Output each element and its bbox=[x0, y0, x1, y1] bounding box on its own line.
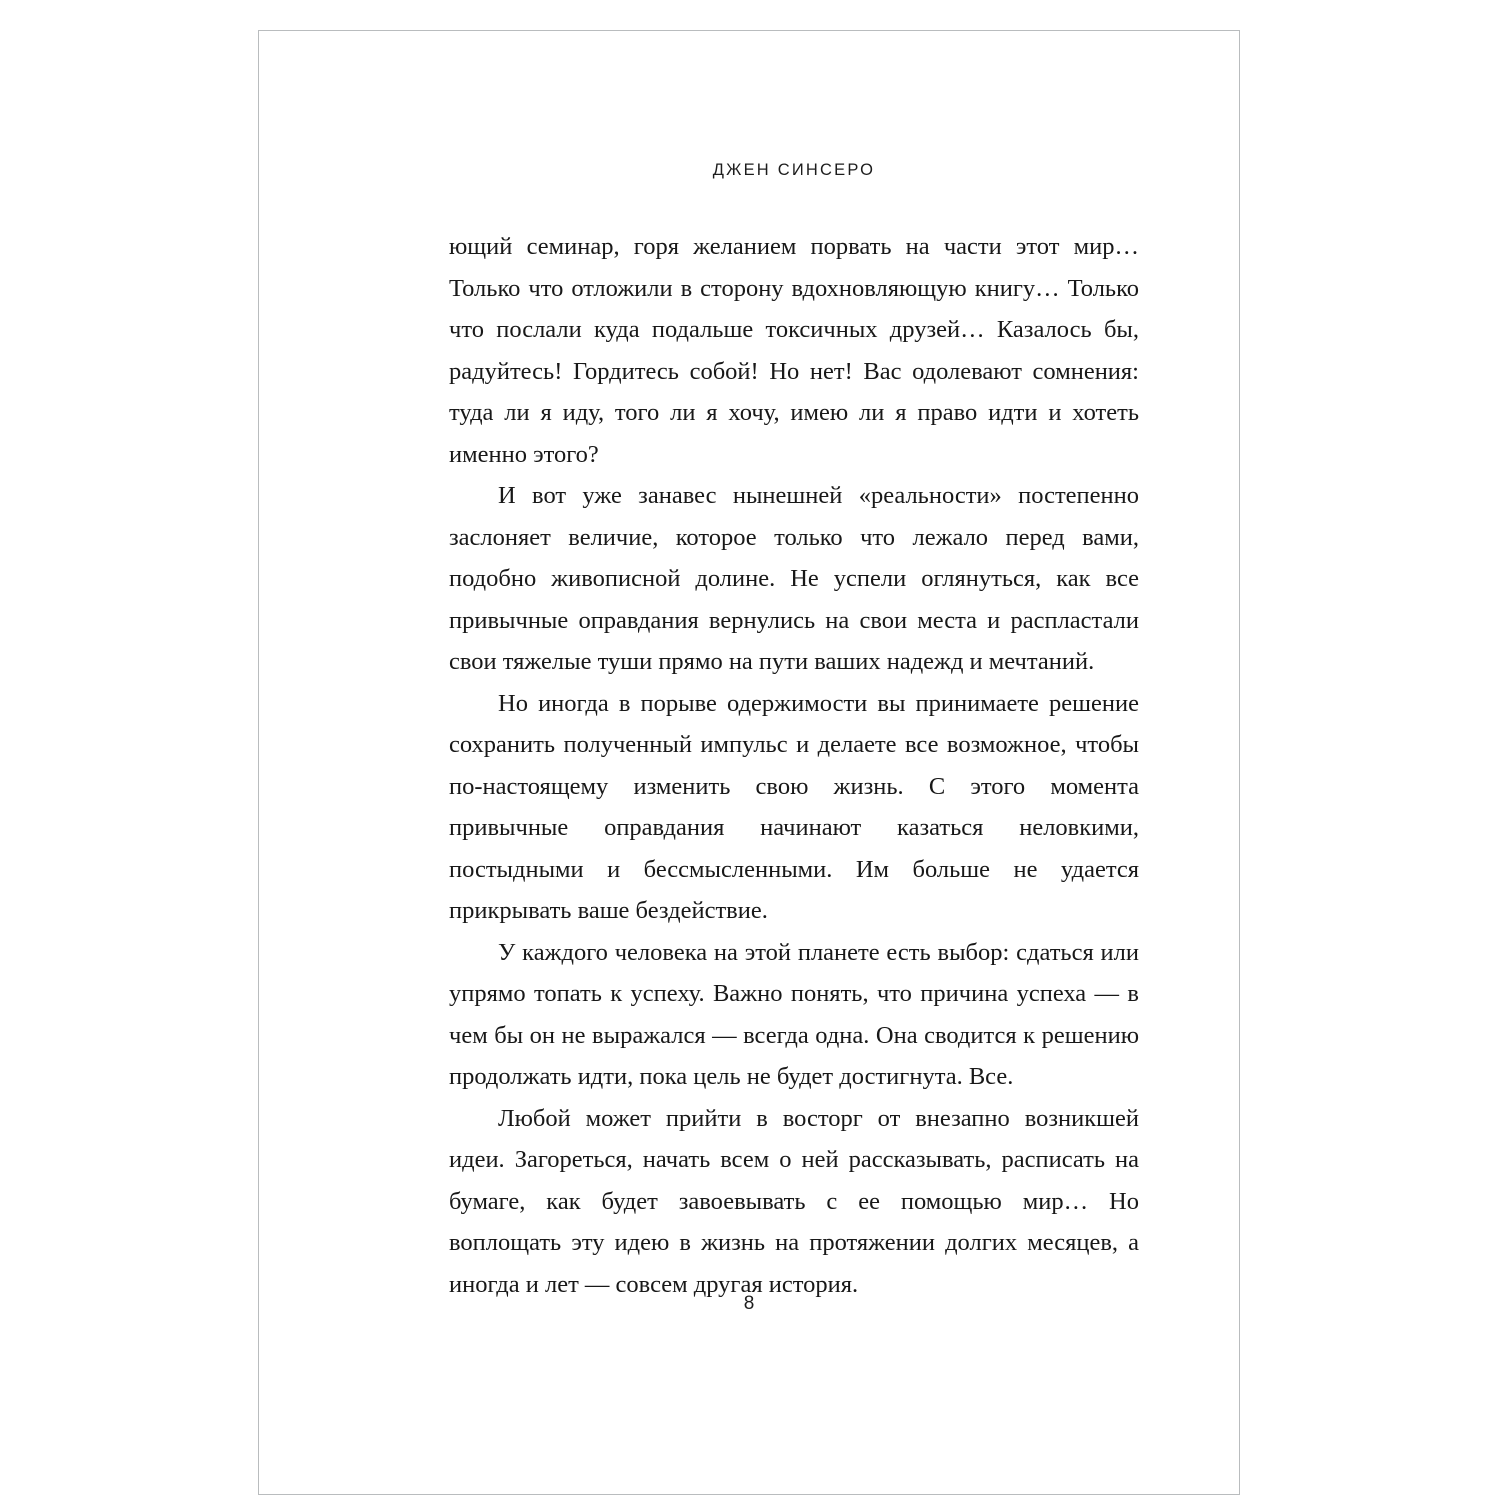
paragraph-1: ющий семинар, горя желанием порвать на части этот мир… Только что отложили в сторону вдохновляющую книгу… Только что послали куда подальше токсичных друзей… Казалось бы, радуйтесь! Гордитесь собой! Но нет! Вас одолевают сомнения: туда ли я иду, того ли я хочу, имею ли я право идти и хотеть именно этого? bbox=[449, 233, 1139, 468]
page-text-column bbox=[449, 161, 1139, 1305]
paragraph-4: У каждого человека на этой планете есть выбор: сдаться или упрямо топать к успеху. Важно понять, что причина успеха — в чем бы он не выражался — всегда одна. Она сводится к решению продолжать идти, пока цель не будет достигнута. Все. bbox=[449, 938, 1139, 1090]
book-page-sheet bbox=[258, 30, 1240, 1495]
page-number: 8 bbox=[743, 1293, 755, 1314]
running-head: ДЖЕН СИНСЕРО bbox=[712, 161, 876, 179]
paragraph-5: Любой может прийти в восторг от внезапно возникшей идеи. Загореться, начать всем о ней рассказывать, расписать на бумаге, как будет завоевывать с ее помощью мир… Но воплощать эту идею в жизнь на протяжении долгих месяцев, а иногда и лет — совсем другая история. bbox=[449, 1104, 1139, 1298]
paragraph-3: Но иногда в порыве одержимости вы принимаете решение сохранить полученный импульс и делаете все возможное, чтобы по-настоящему изменить свою жизнь. С этого момента привычные оправдания начинают казаться неловкими, постыдными и бессмысленными. Им больше не удается прикрывать ваше бездействие. bbox=[449, 689, 1139, 924]
body-text bbox=[449, 226, 1139, 1305]
paragraph-2: И вот уже занавес нынешней «реальности» постепенно заслоняет величие, которое только что лежало перед вами, подобно живописной долине. Не успели оглянуться, как все привычные оправдания вернулись на свои места и распластали свои тяжелые туши прямо на пути ваших надежд и мечтаний. bbox=[449, 482, 1139, 675]
